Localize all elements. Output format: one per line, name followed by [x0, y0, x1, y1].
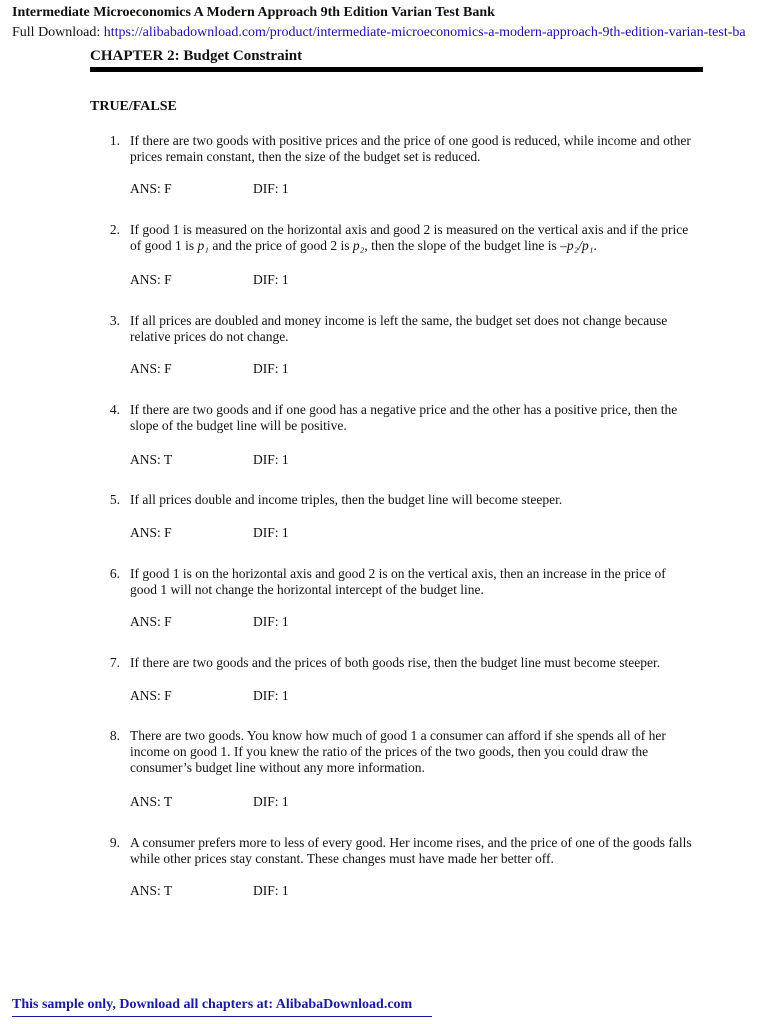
difficulty-1: DIF: 1 [253, 181, 289, 196]
difficulty-9: DIF: 1 [253, 883, 289, 898]
chapter-divider [90, 67, 703, 72]
difficulty-5: DIF: 1 [253, 525, 289, 540]
question-text: If there are two goods and if one good has a negative price and the other has a positive price, then the slope of the budget line will be positive. [130, 402, 678, 433]
answer-2: ANS: F [130, 272, 172, 287]
difficulty-8: DIF: 1 [253, 794, 289, 809]
question-text [130, 222, 695, 254]
footer-underline [12, 1016, 432, 1017]
text-part: and the price of good 2 is [208, 238, 353, 253]
slope-expression: –p₂/p₁ [560, 238, 594, 253]
document-title: Intermediate Microeconomics A Modern Approach 9th Edition Varian Test Bank [12, 5, 495, 20]
question-number: 9. [109, 835, 120, 850]
question-text: If there are two goods with positive prices and the price of one good is reduced, while income and other prices remain constant, then the size of the budget set is reduced. [130, 133, 691, 164]
question-number: 1. [109, 133, 120, 148]
answer-1: ANS: F [130, 181, 172, 196]
download-line [12, 25, 768, 41]
question-number: 6. [109, 566, 120, 581]
answer-5: ANS: F [130, 525, 172, 540]
question-text: If all prices double and income triples, then the budget line will become steeper. [130, 492, 563, 507]
price-good-1: p₁ [197, 238, 209, 253]
question-number: 4. [109, 402, 120, 417]
question-text: If there are two goods and the prices of both goods rise, then the budget line must become steeper. [130, 655, 661, 670]
answer-8: ANS: T [130, 794, 173, 809]
question-text: A consumer prefers more to less of every good. Her income rises, and the price of one of the goods falls while other prices stay constant. These changes must have made her better off. [130, 835, 692, 866]
question-number: 7. [109, 655, 120, 670]
answer-3: ANS: F [130, 361, 172, 376]
question-number: 2. [109, 222, 120, 237]
difficulty-2: DIF: 1 [253, 272, 289, 287]
text-part: If good 1 is measured on the horizontal axis and good 2 is measured on the vertical axis and if the price of good 1 is [130, 222, 689, 253]
answer-4: ANS: T [130, 452, 173, 467]
difficulty-4: DIF: 1 [253, 452, 289, 467]
question-text: If good 1 is on the horizontal axis and good 2 is on the vertical axis, then an increase in the price of good 1 will not change the horizontal intercept of the budget line. [130, 566, 666, 597]
question-number: 8. [109, 728, 120, 743]
question-text: There are two goods. You know how much of good 1 a consumer can afford if she spends all of her income on good 1. If you knew the ratio of the prices of the two goods, then you could draw the consumer’s budget line without any more information. [130, 728, 666, 775]
question-number: 5. [109, 492, 120, 507]
footer-note[interactable]: This sample only, Download all chapters at: AlibabaDownload.com [12, 997, 413, 1012]
question-text: If all prices are doubled and money income is left the same, the budget set does not change because relative prices do not change. [130, 313, 668, 344]
text-part: . [593, 238, 597, 253]
answer-6: ANS: F [130, 614, 172, 629]
question-number: 3. [109, 313, 120, 328]
answer-7: ANS: F [130, 688, 172, 703]
section-heading: TRUE/FALSE [90, 99, 177, 114]
download-label: Full Download: [12, 25, 104, 40]
chapter-title: CHAPTER 2: Budget Constraint [90, 48, 303, 64]
difficulty-3: DIF: 1 [253, 361, 289, 376]
difficulty-7: DIF: 1 [253, 688, 289, 703]
answer-9: ANS: T [130, 883, 173, 898]
download-link[interactable]: https://alibabadownload.com/product/intermediate-microeconomics-a-modern-approach-9th-edition-varian-test-ba [103, 25, 746, 40]
difficulty-6: DIF: 1 [253, 614, 289, 629]
price-good-2: p₂ [352, 238, 365, 253]
text-part: , then the slope of the budget line is [364, 238, 561, 253]
